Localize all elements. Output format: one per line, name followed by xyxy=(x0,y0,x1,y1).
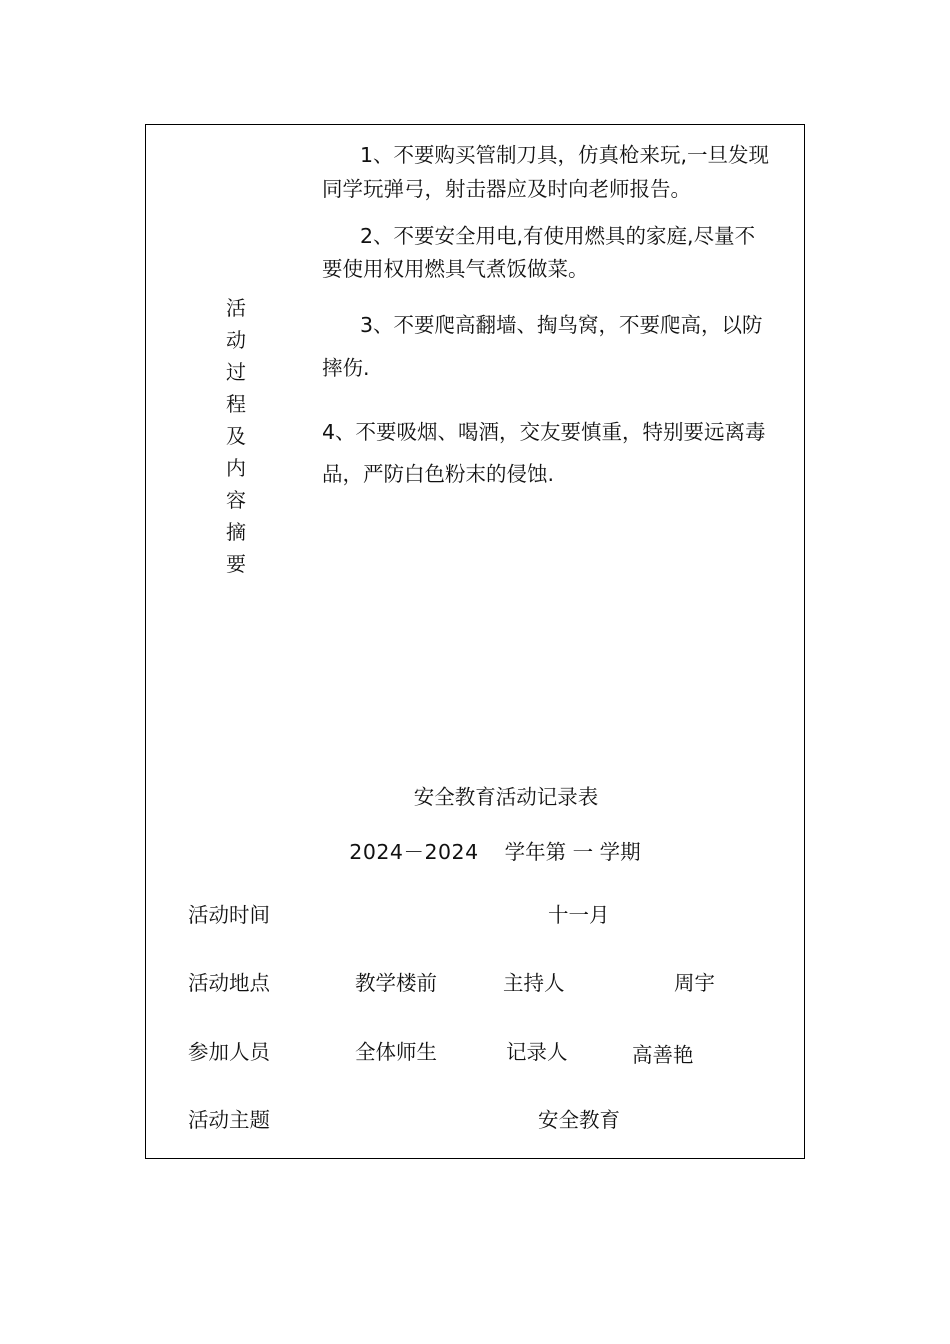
participants-value: 全体师生 xyxy=(355,1040,437,1064)
place-value: 教学楼前 xyxy=(355,971,437,995)
recorder-value: 高善艳 xyxy=(632,1043,694,1067)
semester: 学年第 一 学期 xyxy=(504,840,641,864)
paragraph-line: 要使用权用燃具气煮饭做菜。 xyxy=(322,257,589,281)
paragraph-line: 摔伤. xyxy=(322,356,370,380)
content-paragraph-3 xyxy=(322,300,804,406)
paragraph-line: 3、不要爬高翻墙、掏鸟窝，不要爬高，以防 xyxy=(360,313,763,337)
side-label-char: 内 xyxy=(226,456,246,480)
side-label-char: 要 xyxy=(226,552,246,576)
participants-label: 参加人员 xyxy=(188,1040,270,1064)
side-label-char: 容 xyxy=(226,488,246,512)
form-title: 安全教育活动记录表 xyxy=(413,785,599,809)
side-label-char: 摘 xyxy=(226,520,246,544)
place-label: 活动地点 xyxy=(188,971,270,995)
recorder-label: 记录人 xyxy=(506,1040,568,1064)
paragraph-line: 2、不要安全用电,有使用燃具的家庭,尽量不 xyxy=(360,224,756,248)
content-paragraph-4 xyxy=(322,406,804,498)
time-value: 十一月 xyxy=(548,903,610,927)
host-value: 周宇 xyxy=(674,971,715,995)
time-label: 活动时间 xyxy=(188,903,270,927)
paragraph-line: 品，严防白色粉末的侵蚀. xyxy=(322,462,555,486)
side-label-char: 及 xyxy=(226,424,246,448)
year-range: 2024－2024 xyxy=(349,840,479,864)
side-label-char: 程 xyxy=(226,392,246,416)
paragraph-line: 4、不要吸烟、喝酒，交友要慎重，特别要远离毒 xyxy=(322,420,766,444)
paragraph-line: 1、不要购买管制刀具，仿真枪来玩,一旦发现 xyxy=(360,143,770,167)
side-label-char: 动 xyxy=(226,328,246,352)
host-label: 主持人 xyxy=(503,971,565,995)
theme-value: 安全教育 xyxy=(538,1108,620,1132)
side-label-char: 过 xyxy=(226,360,246,384)
semester-line xyxy=(0,838,950,866)
activity-process-summary-label xyxy=(222,292,250,580)
content-paragraph-1 xyxy=(322,138,804,218)
paragraph-line: 同学玩弹弓，射击器应及时向老师报告。 xyxy=(322,177,691,201)
activity-content xyxy=(322,138,804,498)
theme-label: 活动主题 xyxy=(188,1108,270,1132)
content-paragraph-2 xyxy=(322,218,804,300)
side-label-char: 活 xyxy=(226,296,246,320)
